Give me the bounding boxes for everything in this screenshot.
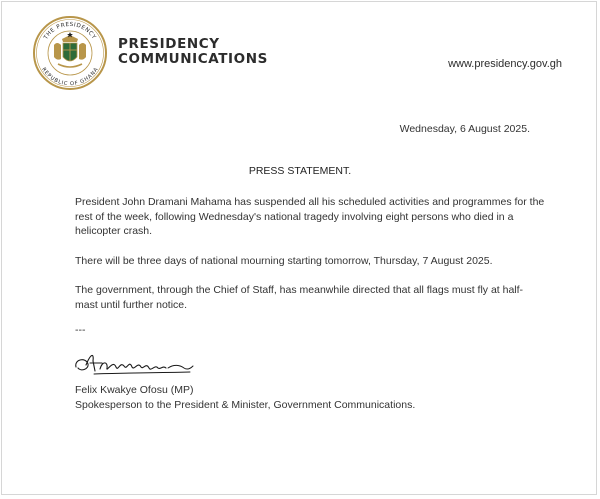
signer-name: Felix Kwakye Ofosu (MP)	[75, 384, 194, 396]
seal-top-text: THE PRESIDENCY	[43, 21, 97, 41]
presidency-seal-icon	[32, 15, 108, 91]
statement-heading: PRESS STATEMENT.	[248, 165, 352, 177]
signature-block	[75, 383, 415, 412]
org-name-line-1: PRESIDENCY	[118, 36, 220, 52]
website-link[interactable]: www.presidency.gov.gh	[448, 58, 562, 70]
statement-date: Wednesday, 6 August 2025.	[399, 123, 530, 135]
separator: ---	[75, 324, 86, 336]
org-name-line-2: COMMUNICATIONS	[118, 51, 268, 67]
press-statement-page	[1, 1, 597, 495]
statement-paragraph-2: There will be three days of national mourning starting tomorrow, Thursday, 7 August 2025.	[75, 255, 493, 267]
statement-paragraph-3: The government, through the Chief of Staff, has meanwhile directed that all flags must fly at half-mast until further notice.	[75, 284, 524, 311]
organization-name	[118, 37, 268, 67]
seal-bottom-text: REPUBLIC OF GHANA	[40, 66, 100, 88]
statement-paragraph-1: President John Dramani Mahama has suspended all his scheduled activities and programmes for the rest of the week, following Wednesday's national tragedy involving eight persons who died in a helicopter crash.	[75, 196, 545, 237]
signer-title: Spokesperson to the President & Minister, Government Communications.	[75, 398, 416, 411]
handwritten-signature-icon	[72, 347, 202, 383]
